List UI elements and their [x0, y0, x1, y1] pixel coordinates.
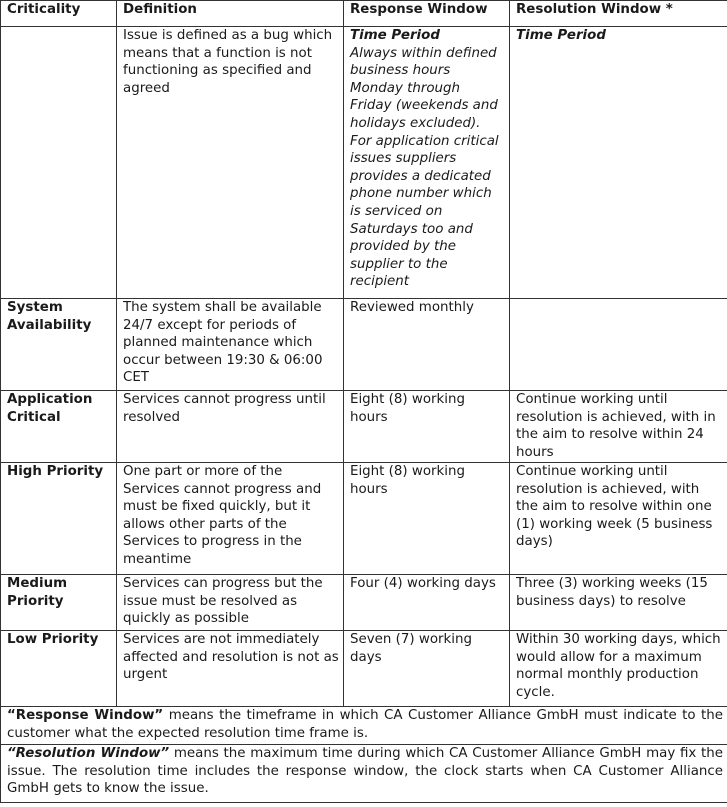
- response-cell: Seven (7) working days: [344, 631, 510, 707]
- table-header-row: [1, 1, 727, 27]
- table-row-application-critical: [1, 391, 727, 463]
- note-text-response-window: means the timeframe in which CA Customer Alliance GmbH must indicate to the customer what the expected resolution time frame is.: [7, 708, 724, 741]
- header-criticality: Criticality: [1, 1, 117, 27]
- response-time-period-label: Time Period: [350, 28, 440, 43]
- header-resolution-window: Resolution Window *: [510, 1, 727, 27]
- response-time-period-text: Always within defined business hours Monday through Friday (weekends and holidays excluded). For application critical issues suppliers provides a dedicated phone number which is serviced on Saturdays too and provided by the supplier to the recipient: [350, 45, 499, 290]
- table-row-bug-definition: [1, 27, 727, 299]
- definition-cell: One part or more of the Services cannot progress and must be fixed quickly, but it allows other parts of the Services to progress in the meantime: [117, 463, 344, 575]
- criticality-cell: System Availability: [1, 299, 117, 391]
- resolution-cell: [510, 299, 727, 391]
- definition-cell: Services are not immediately affected and resolution is not as urgent: [117, 631, 344, 707]
- definition-cell: Services can progress but the issue must be resolved as quickly as possible: [117, 575, 344, 631]
- note-term-response-window: “Response Window”: [7, 708, 164, 723]
- table-row-high-priority: [1, 463, 727, 575]
- note-row-response-window: [1, 707, 727, 745]
- resolution-cell: Continue working until resolution is achieved, with the aim to resolve within one (1) working week (5 business days): [510, 463, 727, 575]
- resolution-time-period-label: Time Period: [516, 28, 606, 43]
- resolution-cell: [510, 27, 727, 299]
- note-term-resolution-window: “Resolution Window”: [7, 746, 170, 761]
- note-resolution-window: [1, 745, 727, 803]
- criticality-cell: Medium Priority: [1, 575, 117, 631]
- resolution-cell: Three (3) working weeks (15 business days) to resolve: [510, 575, 727, 631]
- table-row-medium-priority: [1, 575, 727, 631]
- table-row-system-availability: [1, 299, 727, 391]
- header-response-window: Response Window: [344, 1, 510, 27]
- table-row-low-priority: [1, 631, 727, 707]
- response-cell: Eight (8) working hours: [344, 463, 510, 575]
- header-definition: Definition: [117, 1, 344, 27]
- definition-cell: The system shall be available 24/7 except for periods of planned maintenance which occur between 19:30 & 06:00 CET: [117, 299, 344, 391]
- note-text-resolution-window: means the maximum time during which CA Customer Alliance GmbH may fix the issue. The resolution time includes the response window, the clock starts when CA Customer Alliance GmbH gets to know the issue.: [7, 746, 724, 797]
- criticality-cell: Application Critical: [1, 391, 117, 463]
- criticality-cell: Low Priority: [1, 631, 117, 707]
- definition-cell: Services cannot progress until resolved: [117, 391, 344, 463]
- response-cell: [344, 27, 510, 299]
- note-response-window: [1, 707, 727, 745]
- criticality-cell: [1, 27, 117, 299]
- definition-cell: Issue is defined as a bug which means that a function is not functioning as specified and agreed: [117, 27, 344, 299]
- note-row-resolution-window: [1, 745, 727, 803]
- response-cell: Four (4) working days: [344, 575, 510, 631]
- criticality-cell: High Priority: [1, 463, 117, 575]
- resolution-cell: Continue working until resolution is achieved, with in the aim to resolve within 24 hours: [510, 391, 727, 463]
- resolution-cell: Within 30 working days, which would allow for a maximum normal monthly production cycle.: [510, 631, 727, 707]
- response-cell: Eight (8) working hours: [344, 391, 510, 463]
- response-cell: Reviewed monthly: [344, 299, 510, 391]
